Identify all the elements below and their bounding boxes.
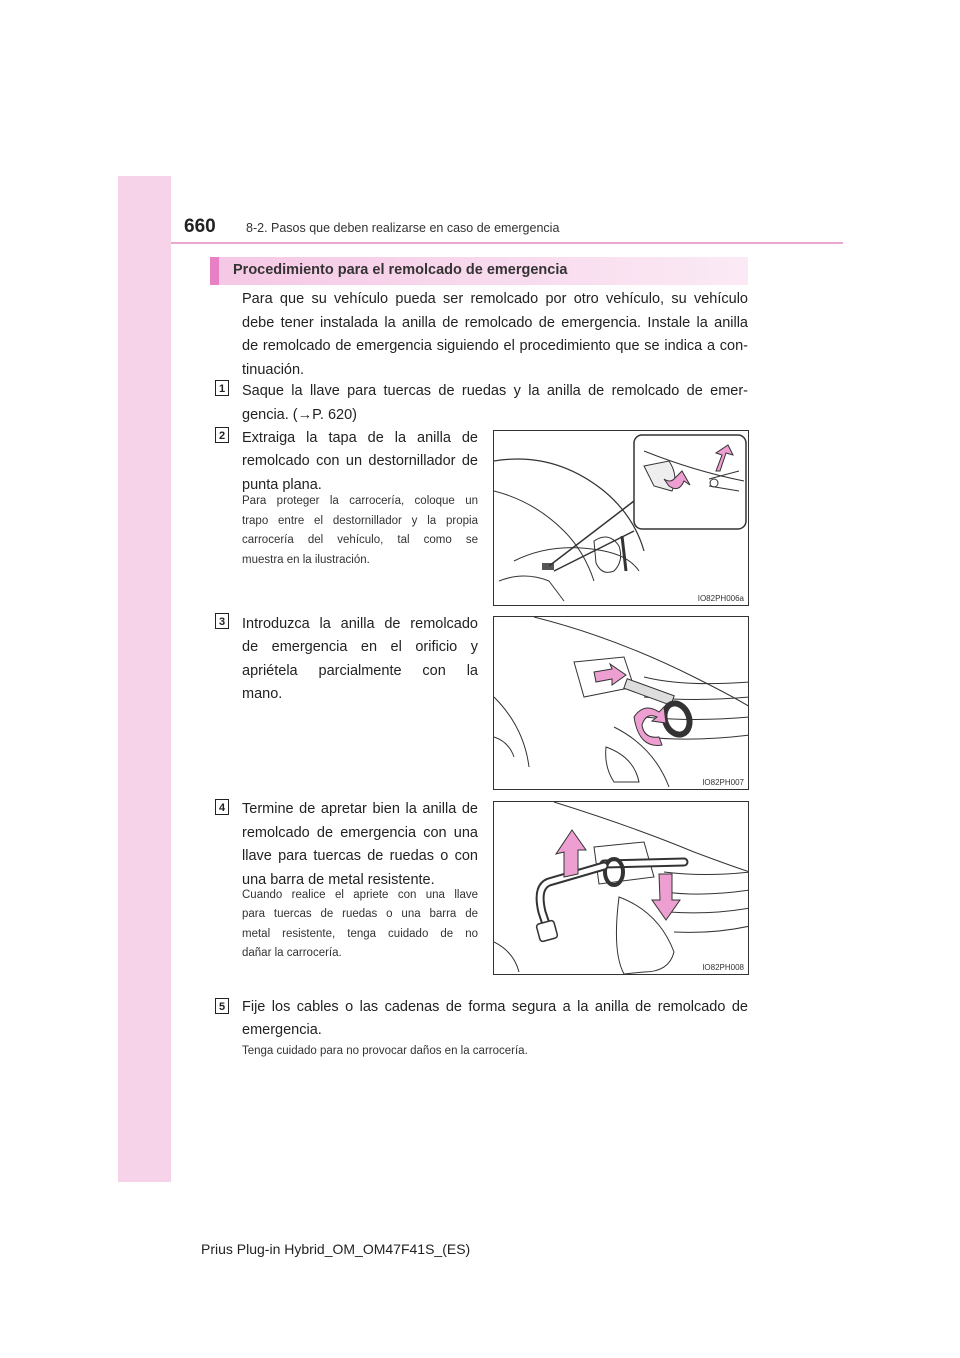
step-1-line: gencia. (→P. 620)	[242, 407, 357, 423]
step-3-line: apriételа parcialmente con la	[242, 663, 478, 679]
step-2-note-line: muestra en la ilustración.	[242, 554, 370, 566]
step-4-note-line: dañar la carrocería.	[242, 947, 342, 959]
step-2-note-line: carrocería del vehículo, tal como se	[242, 534, 478, 546]
chapter-title: 8-2. Pasos que deben realizarse en caso de emergencia	[246, 221, 560, 235]
step-2-line: Extraiga la tapa de la anilla de	[242, 430, 478, 446]
wrench-tighten-drawing	[494, 802, 749, 975]
footer-doc-id: Prius Plug-in Hybrid_OM_OM47F41S_(ES)	[201, 1241, 471, 1257]
step-2-line: punta plana.	[242, 477, 322, 493]
step-2-line: remolcado con un destornillador de	[242, 453, 478, 469]
step-3-line: de emergencia en el orificio y	[242, 639, 478, 655]
step-4-note-line: Cuando realice el apriete con una llave	[242, 889, 478, 901]
illustration-tighten-ring	[493, 801, 749, 975]
step-3-line: mano.	[242, 686, 283, 702]
step-number: 3	[215, 613, 229, 629]
intro-line: Para que su vehículo pueda ser remolcado por otro vehículo, su vehículo	[242, 291, 748, 307]
step-number: 4	[215, 799, 229, 815]
step-2-note-line: Para proteger la carrocería, coloque un	[242, 495, 478, 507]
step-5-line: emergencia.	[242, 1022, 322, 1038]
section-title: Procedimiento para el remolcado de emergencia	[233, 262, 568, 278]
illustration-insert-ring	[493, 616, 749, 790]
step-2-note-line: trapo entre el destornillador y la propia	[242, 515, 478, 527]
intro-line: debe tener instalada la anilla de remolcado de emergencia. Instale la anilla	[242, 315, 748, 331]
step-4-note-line: metal resistente, tenga cuidado de no	[242, 928, 478, 940]
side-tab	[118, 176, 171, 1182]
step-5-line: Fije los cables o las cadenas de forma segura a la anilla de remolcado de	[242, 999, 748, 1015]
step-4-line: una barra de metal resistente.	[242, 872, 435, 888]
step-number: 5	[215, 998, 229, 1014]
page-number: 660	[184, 216, 216, 237]
section-heading-bar	[210, 257, 748, 285]
step-4-line: llave para tuercas de ruedas o con	[242, 848, 478, 864]
step-4-line: remolcado de emergencia con una	[242, 825, 478, 841]
intro-line: de remolcado de emergencia siguiendo el procedimiento que se indica a con-	[242, 338, 748, 354]
header-divider	[171, 242, 843, 244]
step-5-note-line: Tenga cuidado para no provocar daños en la carrocería.	[242, 1045, 528, 1057]
step-1-line: Saque la llave para tuercas de ruedas y la anilla de remolcado de emer-	[242, 383, 748, 399]
step-4-note-line: para tuercas de ruedas o una barra de	[242, 908, 478, 920]
step-4-line: Termine de apretar bien la anilla de	[242, 801, 478, 817]
step-number: 2	[215, 427, 229, 443]
illustration-code: IO82PH008	[702, 963, 744, 972]
car-front-cover-drawing	[494, 431, 749, 606]
step-3-line: Introduzca la anilla de remolcado	[242, 616, 478, 632]
illustration-code: IO82PH007	[702, 778, 744, 787]
illustration-remove-cover	[493, 430, 749, 606]
intro-line: tinuación.	[242, 362, 305, 378]
step-number: 1	[215, 380, 229, 396]
illustration-code: IO82PH006a	[697, 594, 744, 603]
tow-eyelet-insert-drawing	[494, 617, 749, 790]
